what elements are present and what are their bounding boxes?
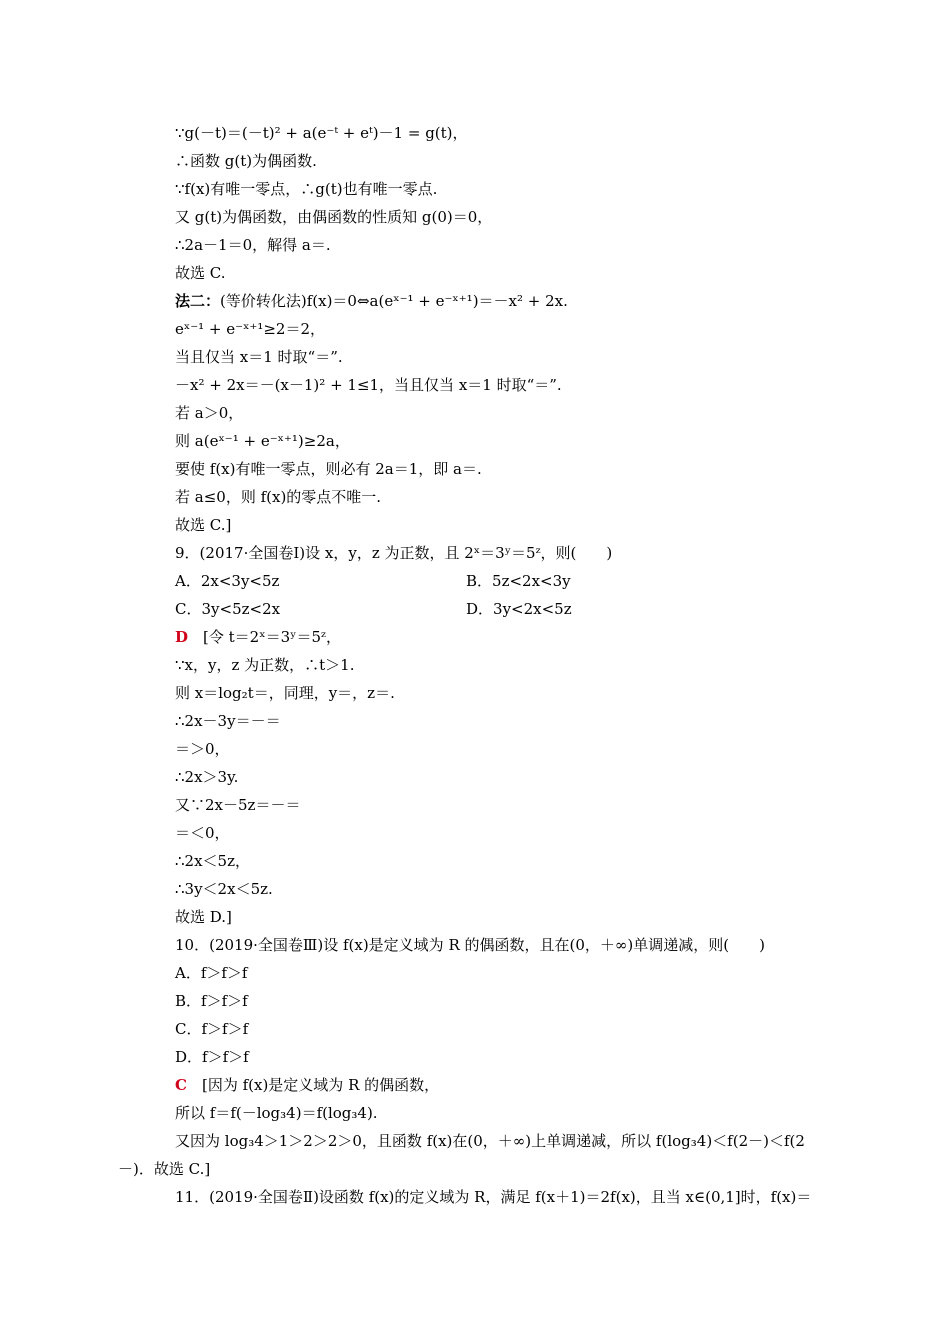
text-line: ∵g(－t)＝(－t)² + a(e⁻ᵗ + eᵗ)－1 = g(t)， bbox=[175, 124, 468, 142]
text-line: 则 x＝log₂t＝，同理，y＝，z＝. bbox=[175, 684, 395, 702]
text-line: ＝＞0， bbox=[175, 740, 230, 758]
text-line: 若 a＞0， bbox=[175, 404, 244, 422]
q10-option-b: B．f＞f＞f bbox=[175, 992, 248, 1010]
q9-option-a: A．2x<3y<5z bbox=[175, 572, 280, 590]
text-line: 故选 C. bbox=[175, 264, 226, 282]
text-line: [因为 f(x)是定义域为 R 的偶函数， bbox=[201, 1076, 440, 1094]
q9-option-c: C．3y<5z<2x bbox=[175, 600, 281, 618]
text-line: －)．故选 C.] bbox=[118, 1160, 211, 1178]
method-two-line bbox=[175, 291, 568, 311]
text-line: 当且仅当 x＝1 时取“＝”. bbox=[175, 348, 343, 366]
text-line: [令 t＝2ˣ＝3ʸ＝5ᶻ， bbox=[203, 628, 341, 646]
q10-answer: C bbox=[175, 1076, 187, 1094]
text-line: ∵f(x)有唯一零点，∴g(t)也有唯一零点. bbox=[175, 180, 438, 198]
q10-answer-line bbox=[175, 1075, 439, 1095]
text-line: －x² + 2x＝－(x－1)² + 1≤1，当且仅当 x＝1 时取“＝”. bbox=[175, 376, 562, 394]
text-line: eˣ⁻¹ + e⁻ˣ⁺¹≥2＝2， bbox=[175, 320, 326, 338]
q9-option-d: D．3y<2x<5z bbox=[466, 600, 572, 618]
text-line: ∴函数 g(t)为偶函数. bbox=[175, 152, 317, 170]
question-11-stem: 11．(2019·全国卷Ⅱ)设函数 f(x)的定义域为 R，满足 f(x＋1)＝2f(x)，且当 x∈(0,1]时，f(x)＝ bbox=[175, 1188, 812, 1206]
text-line: (等价转化法)f(x)＝0⇔a(eˣ⁻¹ + e⁻ˣ⁺¹)＝－x² + 2x. bbox=[220, 292, 568, 310]
text-line: ∴2x＞3y. bbox=[175, 768, 239, 786]
q9-answer-line bbox=[175, 627, 341, 647]
text-line: ∴2x－3y＝－＝ bbox=[175, 712, 281, 730]
q10-option-d: D．f＞f＞f bbox=[175, 1048, 249, 1066]
q10-option-c: C．f＞f＞f bbox=[175, 1020, 249, 1038]
text-line: 又 g(t)为偶函数，由偶函数的性质知 g(0)＝0， bbox=[175, 208, 493, 226]
q9-option-b: B．5z<2x<3y bbox=[466, 572, 571, 590]
text-line: 若 a≤0，则 f(x)的零点不唯一. bbox=[175, 488, 382, 506]
text-line: ∵x，y，z 为正数，∴t＞1. bbox=[175, 656, 355, 674]
q10-option-a: A．f＞f＞f bbox=[175, 964, 248, 982]
text-line: 故选 D.] bbox=[175, 908, 232, 926]
text-line: 故选 C.] bbox=[175, 516, 232, 534]
text-line: ＝＜0， bbox=[175, 824, 230, 842]
q9-answer: D bbox=[175, 628, 189, 646]
text-line: ∴3y＜2x＜5z. bbox=[175, 880, 273, 898]
text-line: 要使 f(x)有唯一零点，则必有 2a＝1，即 a＝. bbox=[175, 460, 482, 478]
text-line: 所以 f＝f(－log₃4)＝f(log₃4). bbox=[175, 1104, 378, 1122]
text-line: ∴2x＜5z， bbox=[175, 852, 250, 870]
text-line: 则 a(eˣ⁻¹ + e⁻ˣ⁺¹)≥2a， bbox=[175, 432, 350, 450]
method-label: 法二： bbox=[175, 292, 221, 310]
text-line: 又因为 log₃4＞1＞2＞2＞0，且函数 f(x)在(0，＋∞)上单调递减，所以 f(log₃4)＜f(2－)＜f(2 bbox=[175, 1132, 805, 1150]
question-10-stem: 10．(2019·全国卷Ⅲ)设 f(x)是定义域为 R 的偶函数，且在(0，＋∞)单调递减，则( ) bbox=[175, 936, 765, 954]
question-9-stem: 9．(2017·全国卷Ⅰ)设 x，y，z 为正数，且 2ˣ＝3ʸ＝5ᶻ，则( ) bbox=[175, 544, 613, 562]
text-line: ∴2a－1＝0，解得 a＝. bbox=[175, 236, 331, 254]
text-line: 又∵2x－5z＝－＝ bbox=[175, 796, 301, 814]
